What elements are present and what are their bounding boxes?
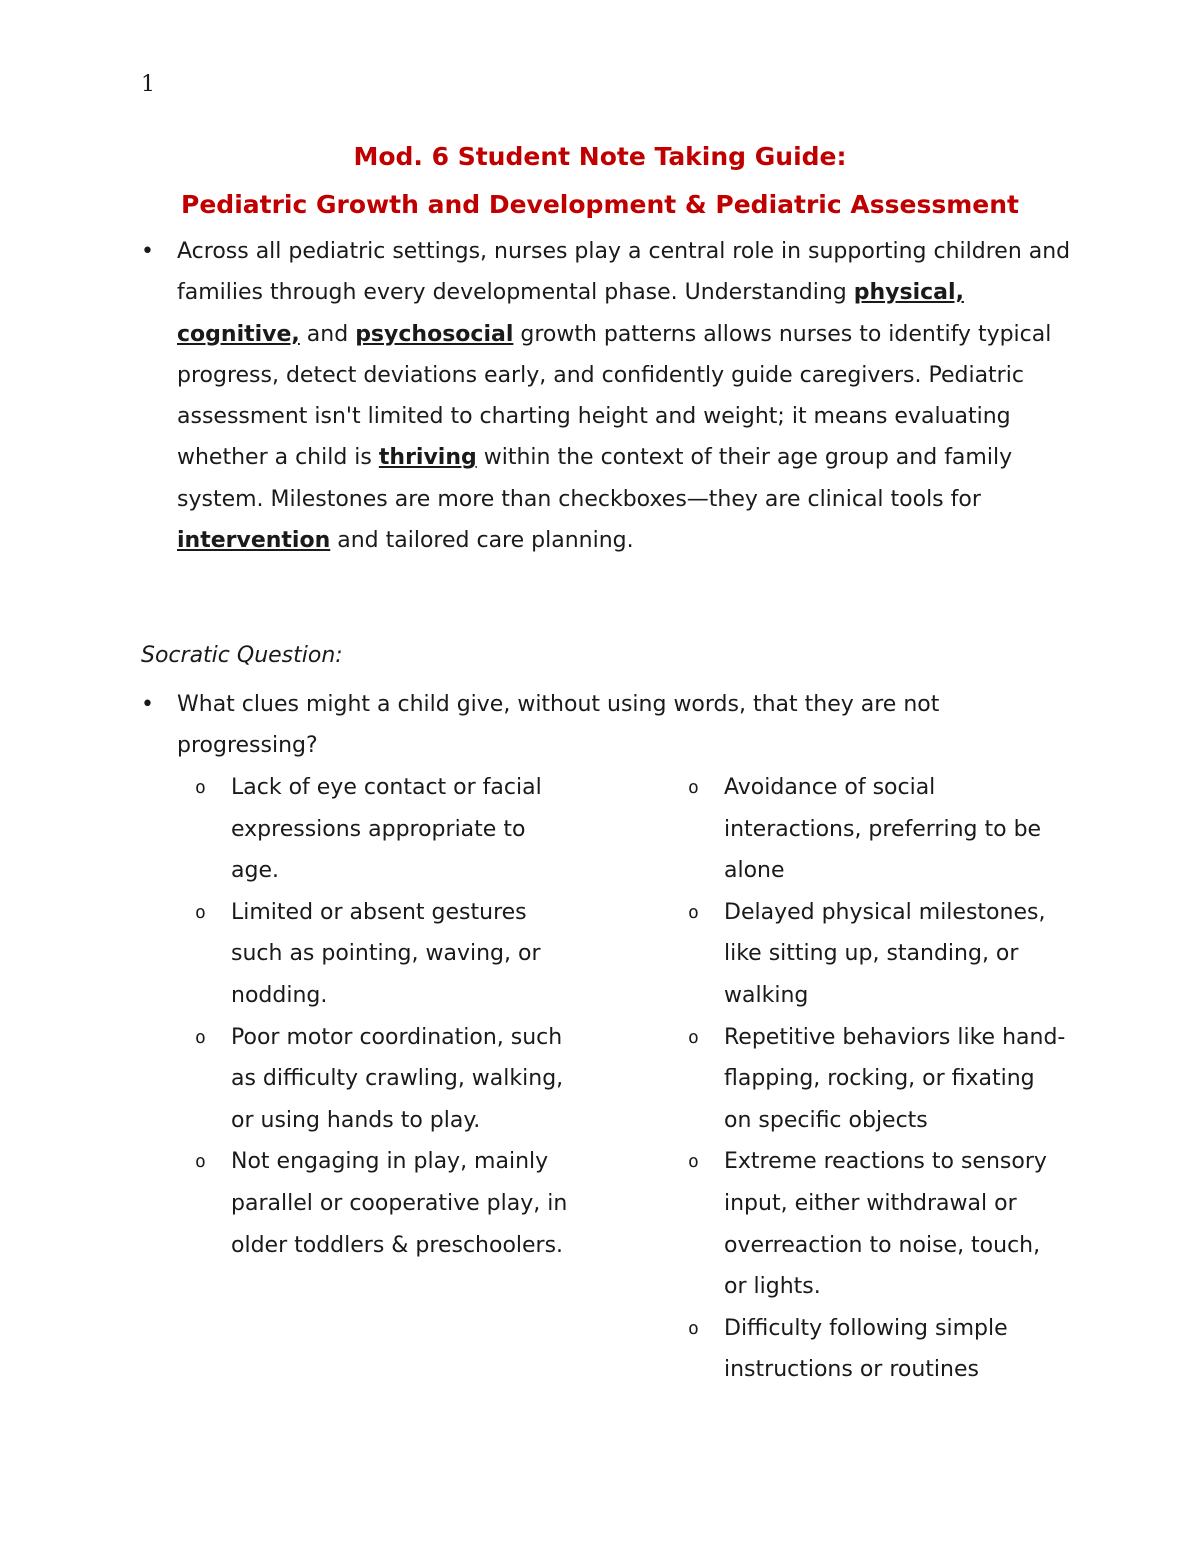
list-item-text: Poor motor coordination, such as difficulty crawling, walking, or using hands to play.	[231, 1024, 564, 1133]
intro-text-part: and	[299, 321, 356, 347]
list-item-text: Extreme reactions to sensory input, either withdrawal or overreaction to noise, touch, or lights.	[724, 1149, 1047, 1300]
intro-text-part: growth patterns allows nurses to identify typical progress, detect deviations early, and confidently guide caregivers. Pediatric assessment isn't limited to charting height and weight; it means evaluating whether a child is	[177, 321, 1052, 471]
list-item	[688, 1017, 1068, 1142]
list-item	[195, 1017, 575, 1142]
intro-text-part: within the context of their age group and family system. Milestones are more than checkboxes—they are clinical tools for	[177, 445, 1013, 512]
intro-text-part: and tailored care planning.	[330, 528, 634, 554]
circle-bullet-icon: o	[195, 1151, 206, 1173]
list-item	[195, 892, 575, 1017]
circle-bullet-icon: o	[195, 777, 206, 798]
list-item-text: Limited or absent gestures such as pointing, waving, or nodding.	[231, 899, 541, 1008]
circle-bullet-icon: o	[195, 901, 206, 923]
list-item	[688, 1141, 1068, 1307]
circle-bullet-icon: o	[688, 1151, 699, 1173]
list-item	[195, 767, 575, 892]
page-title: Mod. 6 Student Note Taking Guide:	[353, 142, 847, 171]
question-text: What clues might a child give, without using words, that they are not progressing?	[177, 692, 940, 759]
keyword-cognitive: cognitive,	[177, 321, 300, 347]
bullet-icon: •	[141, 239, 154, 264]
socratic-question-heading: Socratic Question:	[141, 643, 343, 668]
clues-left-column	[195, 767, 575, 1266]
list-item	[195, 1141, 575, 1266]
list-item	[688, 767, 1068, 892]
circle-bullet-icon: o	[688, 777, 699, 798]
keyword-physical: physical,	[853, 280, 964, 306]
socratic-question	[141, 684, 1081, 767]
keyword-intervention: intervention	[177, 528, 331, 554]
clues-right-column	[688, 767, 1068, 1391]
circle-bullet-icon: o	[688, 901, 699, 923]
circle-bullet-icon: o	[688, 1026, 699, 1048]
page-subtitle: Pediatric Growth and Development & Pediatric Assessment	[181, 190, 1019, 219]
list-item-text: Lack of eye contact or facial expressions appropriate to age.	[231, 775, 542, 884]
keyword-thriving: thriving	[378, 445, 477, 471]
list-item	[688, 892, 1068, 1017]
circle-bullet-icon: o	[688, 1317, 699, 1339]
list-item-text: Delayed physical milestones, like sitting up, standing, or walking	[724, 899, 1046, 1008]
keyword-psychosocial: psychosocial	[355, 321, 514, 347]
page-number: 1	[141, 72, 155, 97]
list-item-text: Repetitive behaviors like hand-flapping, rocking, or fixating on specific objects	[724, 1024, 1066, 1133]
intro-paragraph	[141, 231, 1081, 561]
circle-bullet-icon: o	[195, 1026, 206, 1048]
intro-bullet-item	[141, 231, 1081, 561]
list-item-text: Avoidance of social interactions, preferring to be alone	[724, 775, 1042, 884]
intro-text-part: Across all pediatric settings, nurses play a central role in supporting children and families through every developmental phase. Understanding	[177, 239, 1071, 306]
bullet-icon: •	[141, 692, 154, 717]
list-item	[688, 1308, 1068, 1391]
intro-text	[177, 231, 1081, 561]
list-item-text: Not engaging in play, mainly parallel or cooperative play, in older toddlers & preschoolers.	[231, 1149, 568, 1258]
list-item-text: Difficulty following simple instructions or routines	[724, 1315, 1008, 1383]
question-bullet-item	[141, 684, 1081, 767]
